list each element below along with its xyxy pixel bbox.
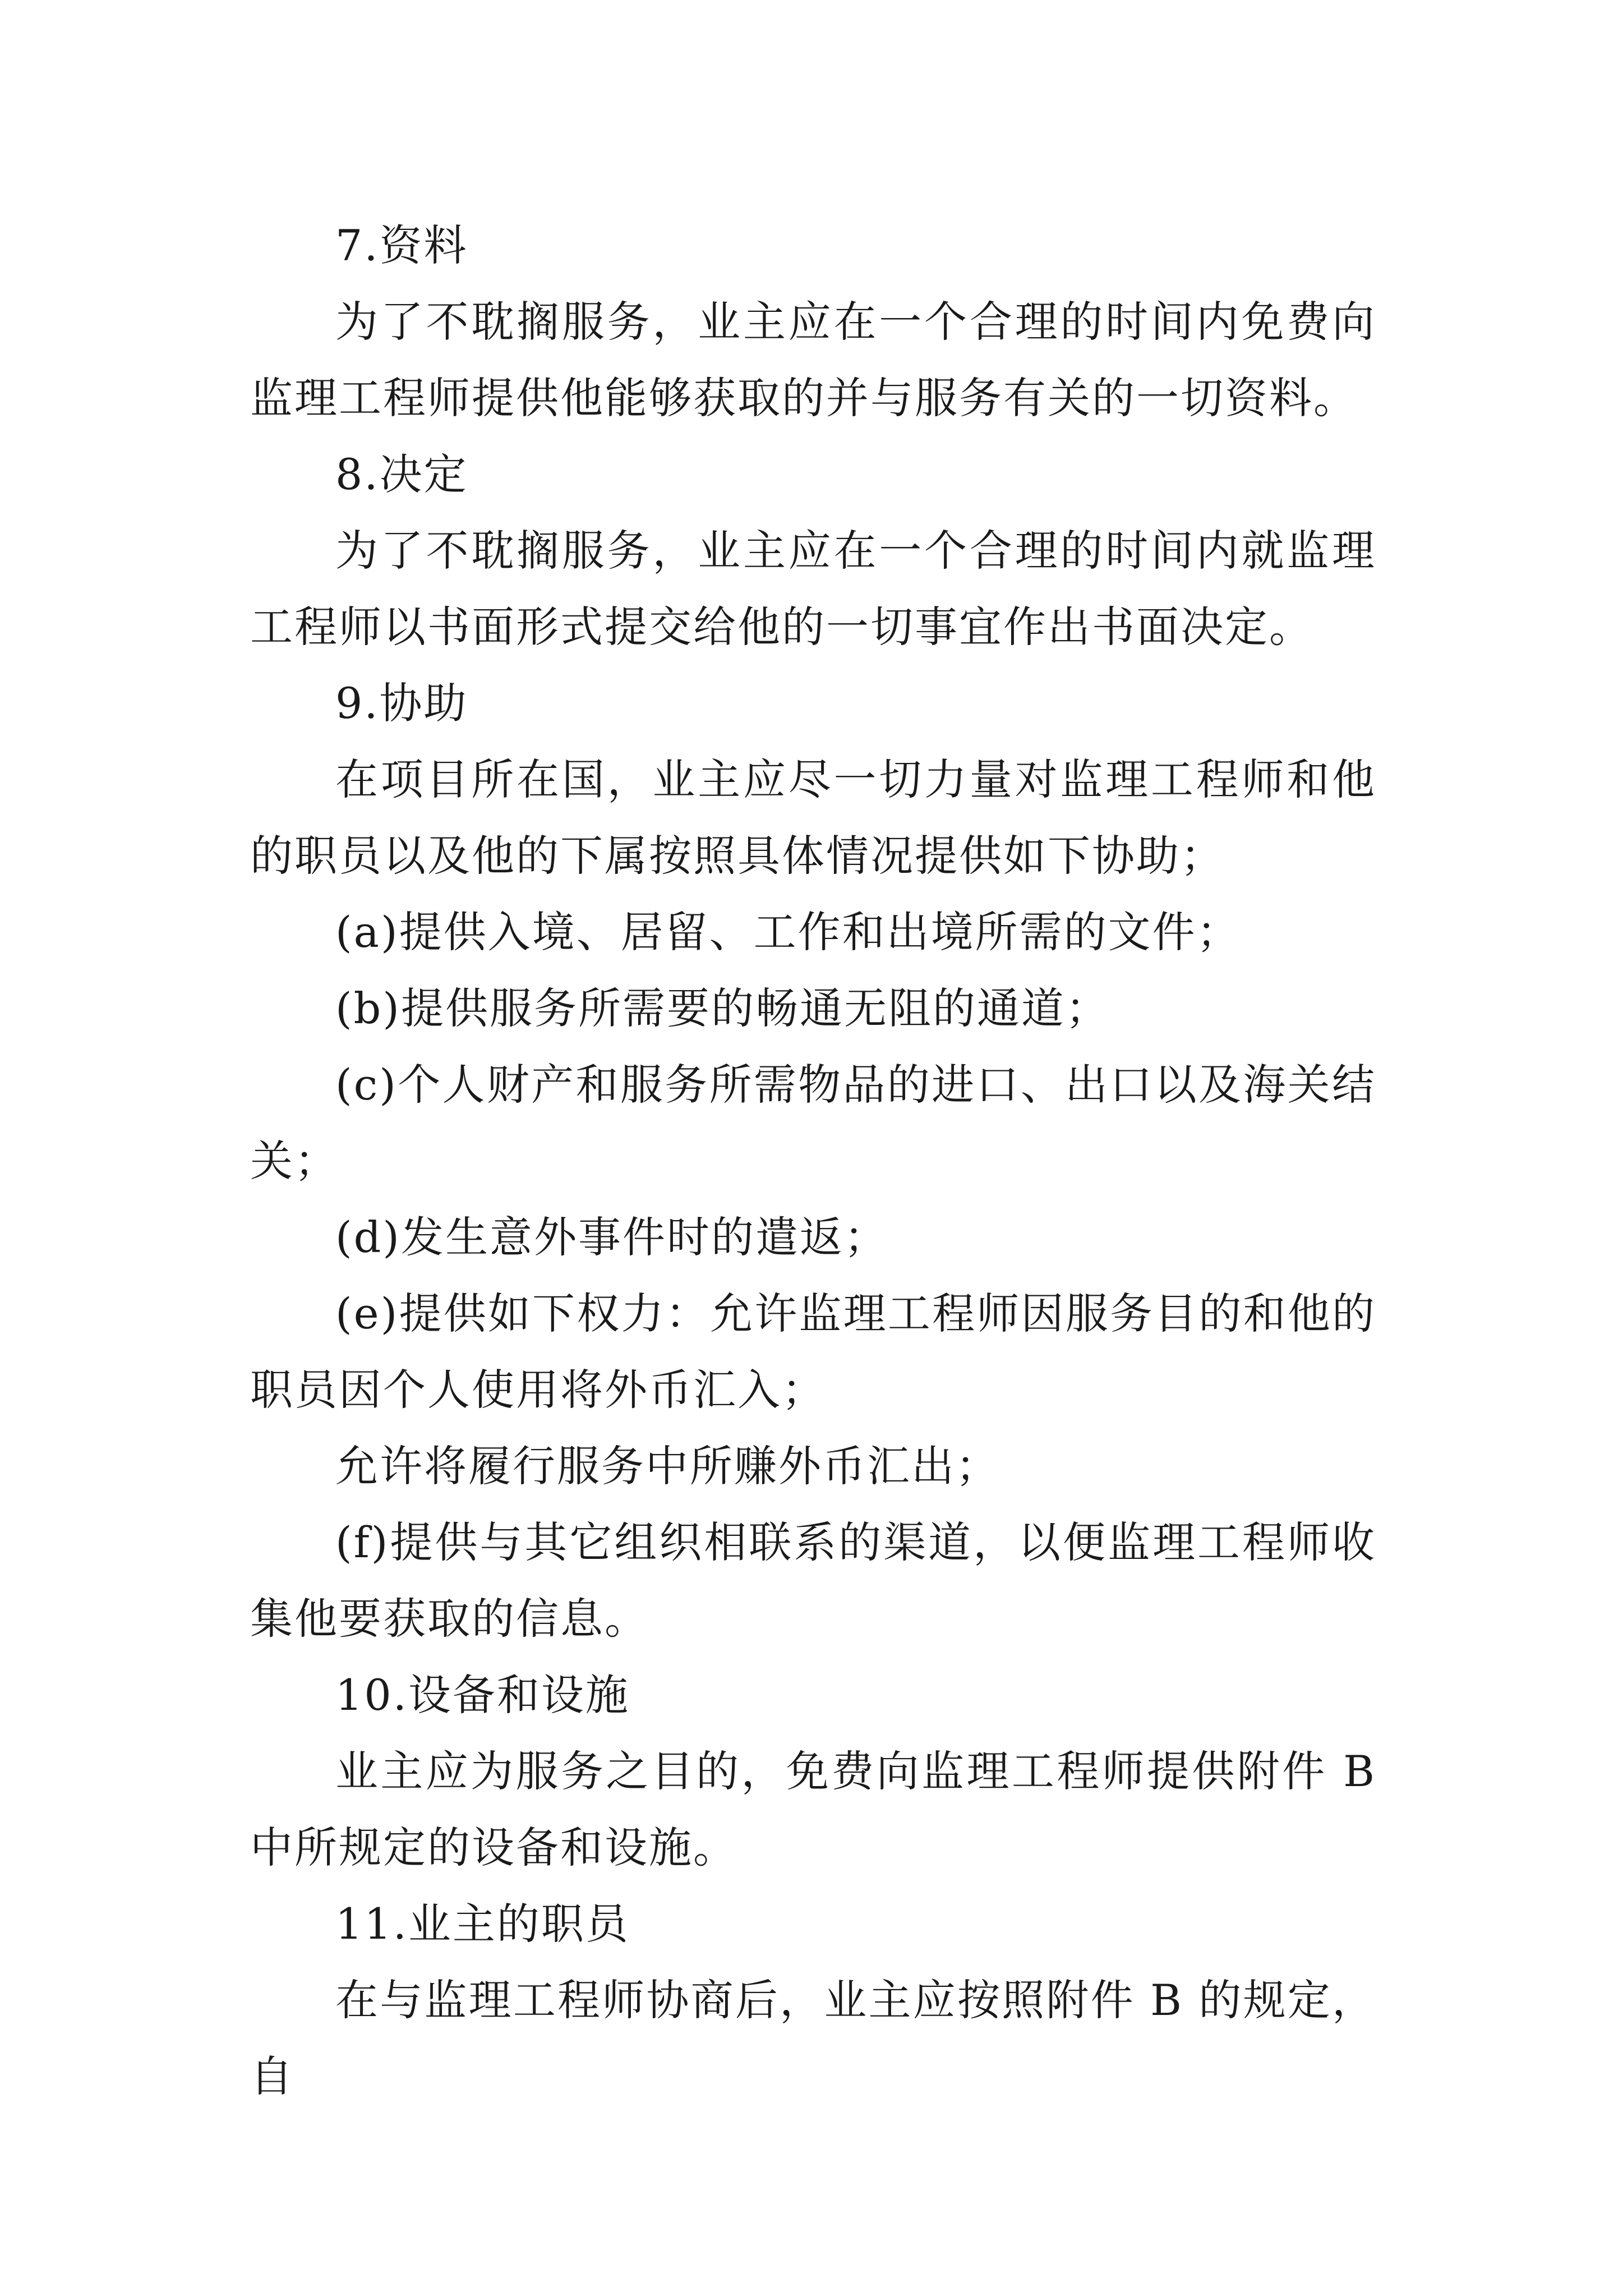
section-heading-10: 10.设备和设施 bbox=[335, 1670, 630, 1720]
list-item-e: (e)提供如下权力：允许监理工程师因服务目的和他的职员因个人使用将外币汇入； bbox=[250, 1289, 1376, 1415]
section-heading-9: 9.协助 bbox=[335, 678, 468, 728]
section-heading-7: 7.资料 bbox=[335, 220, 468, 270]
paragraph-assistance-intro: 在项目所在国，业主应尽一切力量对监理工程师和他的职员以及他的下属按照具体情况提供如下协助； bbox=[250, 754, 1376, 881]
list-item-f: (f)提供与其它组织相联系的渠道，以便监理工程师收集他要获取的信息。 bbox=[250, 1517, 1376, 1644]
section-heading-8: 8.决定 bbox=[335, 449, 468, 499]
paragraph-equipment: 业主应为服务之目的，免费向监理工程师提供附件 B 中所规定的设备和设施。 bbox=[250, 1746, 1376, 1872]
list-item-d: (d)发生意外事件时的遣返； bbox=[335, 1212, 888, 1262]
section-heading-11: 11.业主的职员 bbox=[335, 1899, 630, 1949]
paragraph-decision: 为了不耽搁服务，业主应在一个合理的时间内就监理工程师以书面形式提交给他的一切事宜作出书面决定。 bbox=[250, 526, 1376, 652]
paragraph-owner-staff: 在与监理工程师协商后，业主应按照附件 B 的规定，自 bbox=[250, 1975, 1376, 2101]
paragraph-info: 为了不耽搁服务，业主应在一个合理的时间内免费向监理工程师提供他能够获取的并与服务有关的一切资料。 bbox=[250, 297, 1376, 423]
document-body bbox=[250, 208, 1376, 2115]
list-item-c: (c)个人财产和服务所需物品的进口、出口以及海关结关； bbox=[250, 1060, 1376, 1186]
list-item-a: (a)提供入境、居留、工作和出境所需的文件； bbox=[335, 907, 1241, 957]
list-item-b: (b)提供服务所需要的畅通无阻的通道； bbox=[335, 983, 1110, 1033]
list-item-e-continued: 允许将履行服务中所赚外币汇出； bbox=[335, 1441, 1000, 1491]
